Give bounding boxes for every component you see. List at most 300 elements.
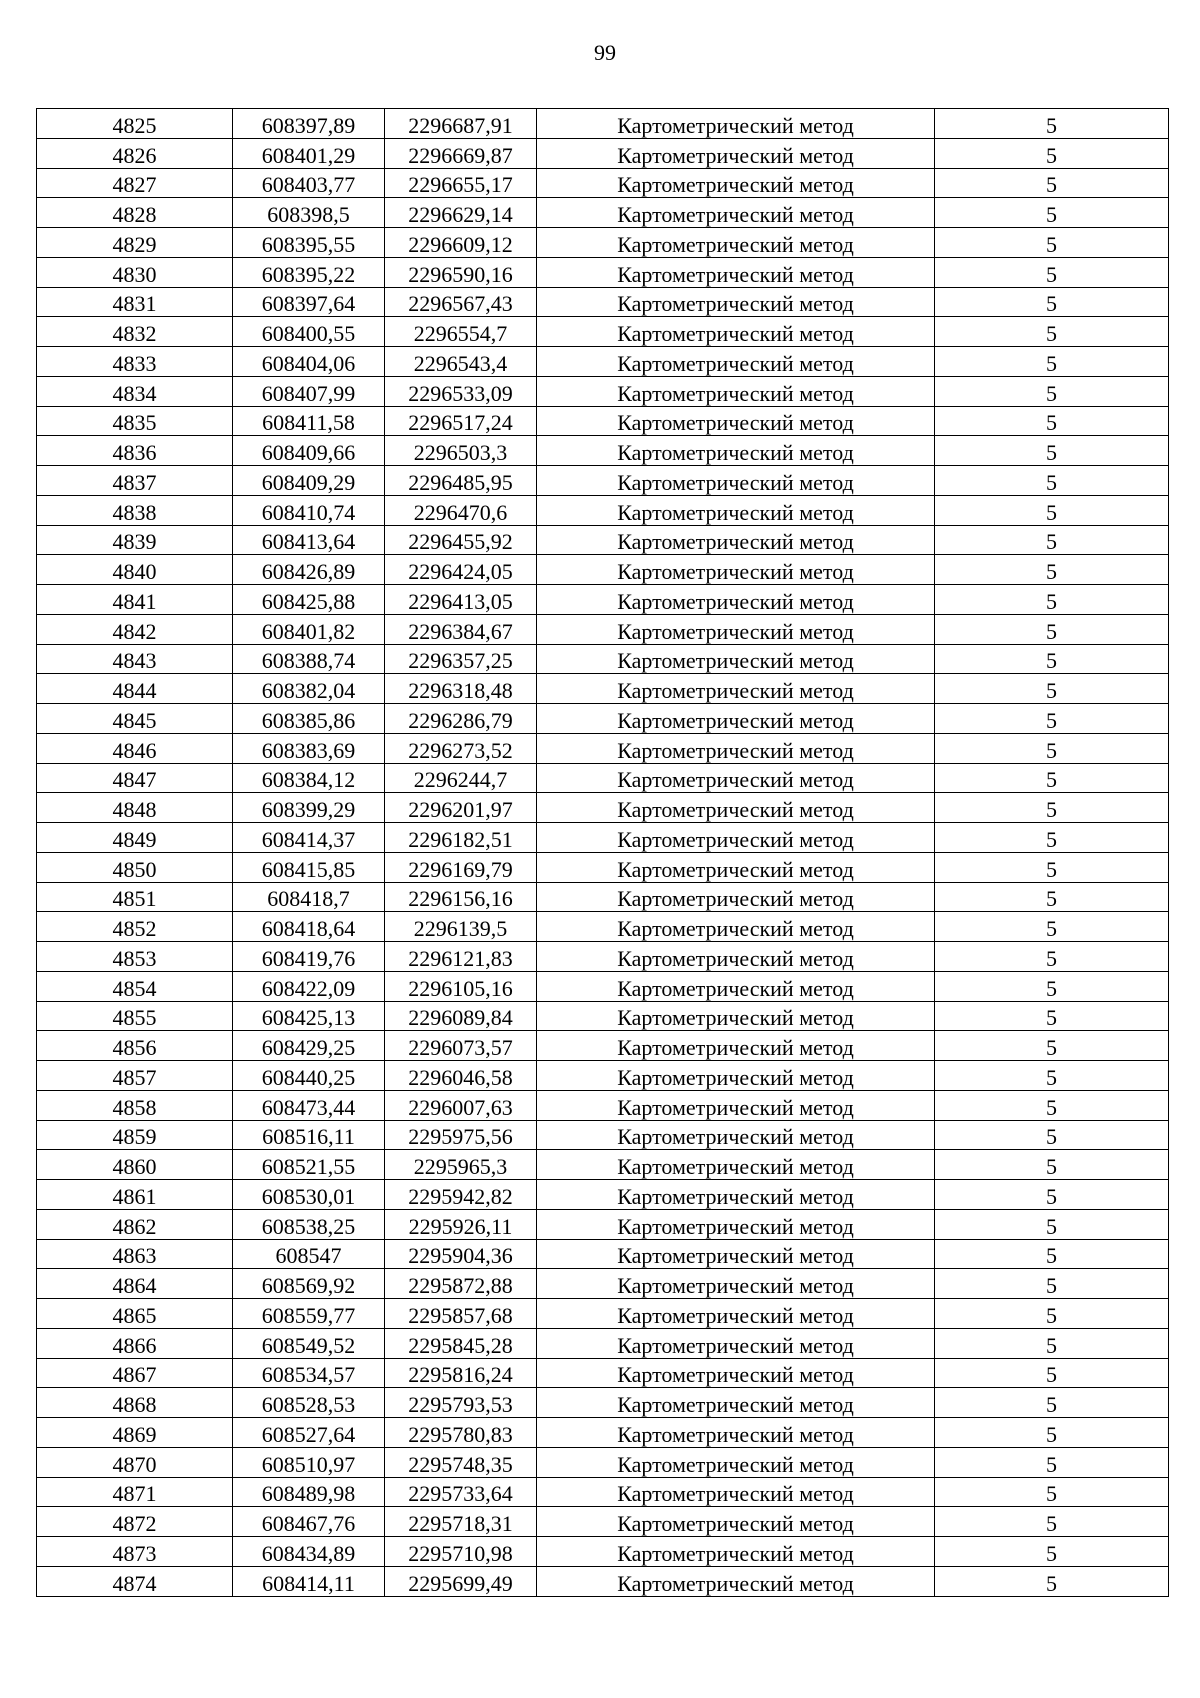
- method-cell: Картометрический метод: [537, 852, 935, 882]
- y-coordinate-cell: 2296655,17: [385, 168, 537, 198]
- accuracy-cell: 5: [935, 168, 1169, 198]
- table-row: [37, 138, 1169, 168]
- method-cell: Картометрический метод: [537, 1239, 935, 1269]
- method-cell: Картометрический метод: [537, 674, 935, 704]
- accuracy-cell: 5: [935, 1120, 1169, 1150]
- accuracy-cell: 5: [935, 1328, 1169, 1358]
- point-number-cell: 4849: [37, 823, 233, 853]
- y-coordinate-cell: 2295793,53: [385, 1388, 537, 1418]
- method-cell: Картометрический метод: [537, 912, 935, 942]
- x-coordinate-cell: 608521,55: [233, 1150, 385, 1180]
- accuracy-cell: 5: [935, 704, 1169, 734]
- x-coordinate-cell: 608411,58: [233, 406, 385, 436]
- accuracy-cell: 5: [935, 882, 1169, 912]
- y-coordinate-cell: 2296121,83: [385, 942, 537, 972]
- y-coordinate-cell: 2295904,36: [385, 1239, 537, 1269]
- y-coordinate-cell: 2296413,05: [385, 585, 537, 615]
- table-row: [37, 614, 1169, 644]
- x-coordinate-cell: 608385,86: [233, 704, 385, 734]
- y-coordinate-cell: 2295845,28: [385, 1328, 537, 1358]
- accuracy-cell: 5: [935, 585, 1169, 615]
- accuracy-cell: 5: [935, 1001, 1169, 1031]
- y-coordinate-cell: 2295872,88: [385, 1269, 537, 1299]
- method-cell: Картометрический метод: [537, 1566, 935, 1596]
- x-coordinate-cell: 608534,57: [233, 1358, 385, 1388]
- x-coordinate-cell: 608399,29: [233, 793, 385, 823]
- x-coordinate-cell: 608516,11: [233, 1120, 385, 1150]
- accuracy-cell: 5: [935, 495, 1169, 525]
- table-row: [37, 1418, 1169, 1448]
- x-coordinate-cell: 608538,25: [233, 1209, 385, 1239]
- y-coordinate-cell: 2295857,68: [385, 1299, 537, 1329]
- table-row: [37, 466, 1169, 496]
- y-coordinate-cell: 2296073,57: [385, 1031, 537, 1061]
- table-row: [37, 585, 1169, 615]
- y-coordinate-cell: 2296273,52: [385, 733, 537, 763]
- point-number-cell: 4873: [37, 1537, 233, 1567]
- point-number-cell: 4863: [37, 1239, 233, 1269]
- accuracy-cell: 5: [935, 1090, 1169, 1120]
- table-row: [37, 1358, 1169, 1388]
- point-number-cell: 4835: [37, 406, 233, 436]
- accuracy-cell: 5: [935, 971, 1169, 1001]
- y-coordinate-cell: 2296567,43: [385, 287, 537, 317]
- accuracy-cell: 5: [935, 347, 1169, 377]
- x-coordinate-cell: 608388,74: [233, 644, 385, 674]
- point-number-cell: 4853: [37, 942, 233, 972]
- table-row: [37, 942, 1169, 972]
- point-number-cell: 4837: [37, 466, 233, 496]
- method-cell: Картометрический метод: [537, 704, 935, 734]
- table-row: [37, 1537, 1169, 1567]
- accuracy-cell: 5: [935, 644, 1169, 674]
- accuracy-cell: 5: [935, 1537, 1169, 1567]
- point-number-cell: 4860: [37, 1150, 233, 1180]
- point-number-cell: 4829: [37, 228, 233, 258]
- x-coordinate-cell: 608419,76: [233, 942, 385, 972]
- method-cell: Картометрический метод: [537, 347, 935, 377]
- accuracy-cell: 5: [935, 1239, 1169, 1269]
- x-coordinate-cell: 608425,13: [233, 1001, 385, 1031]
- point-number-cell: 4859: [37, 1120, 233, 1150]
- point-number-cell: 4831: [37, 287, 233, 317]
- point-number-cell: 4857: [37, 1061, 233, 1091]
- table-row: [37, 168, 1169, 198]
- method-cell: Картометрический метод: [537, 138, 935, 168]
- table-row: [37, 1120, 1169, 1150]
- y-coordinate-cell: 2296156,16: [385, 882, 537, 912]
- method-cell: Картометрический метод: [537, 376, 935, 406]
- x-coordinate-cell: 608409,66: [233, 436, 385, 466]
- table-row: [37, 287, 1169, 317]
- point-number-cell: 4843: [37, 644, 233, 674]
- accuracy-cell: 5: [935, 1180, 1169, 1210]
- x-coordinate-cell: 608407,99: [233, 376, 385, 406]
- y-coordinate-cell: 2296357,25: [385, 644, 537, 674]
- coordinates-table: [36, 108, 1169, 1597]
- method-cell: Картометрический метод: [537, 466, 935, 496]
- table-row: [37, 1209, 1169, 1239]
- y-coordinate-cell: 2296455,92: [385, 525, 537, 555]
- table-row: [37, 1269, 1169, 1299]
- accuracy-cell: 5: [935, 466, 1169, 496]
- method-cell: Картометрический метод: [537, 1031, 935, 1061]
- point-number-cell: 4840: [37, 555, 233, 585]
- table-row: [37, 733, 1169, 763]
- y-coordinate-cell: 2296286,79: [385, 704, 537, 734]
- method-cell: Картометрический метод: [537, 644, 935, 674]
- y-coordinate-cell: 2296139,5: [385, 912, 537, 942]
- table-row: [37, 198, 1169, 228]
- point-number-cell: 4848: [37, 793, 233, 823]
- table-row: [37, 763, 1169, 793]
- method-cell: Картометрический метод: [537, 1477, 935, 1507]
- point-number-cell: 4842: [37, 614, 233, 644]
- table-row: [37, 1090, 1169, 1120]
- accuracy-cell: 5: [935, 763, 1169, 793]
- method-cell: Картометрический метод: [537, 228, 935, 258]
- accuracy-cell: 5: [935, 257, 1169, 287]
- x-coordinate-cell: 608530,01: [233, 1180, 385, 1210]
- point-number-cell: 4836: [37, 436, 233, 466]
- y-coordinate-cell: 2296046,58: [385, 1061, 537, 1091]
- y-coordinate-cell: 2295710,98: [385, 1537, 537, 1567]
- method-cell: Картометрический метод: [537, 1061, 935, 1091]
- x-coordinate-cell: 608429,25: [233, 1031, 385, 1061]
- x-coordinate-cell: 608440,25: [233, 1061, 385, 1091]
- table-row: [37, 823, 1169, 853]
- method-cell: Картометрический метод: [537, 109, 935, 139]
- accuracy-cell: 5: [935, 525, 1169, 555]
- table-row: [37, 436, 1169, 466]
- y-coordinate-cell: 2295975,56: [385, 1120, 537, 1150]
- x-coordinate-cell: 608467,76: [233, 1507, 385, 1537]
- method-cell: Картометрический метод: [537, 168, 935, 198]
- y-coordinate-cell: 2296105,16: [385, 971, 537, 1001]
- method-cell: Картометрический метод: [537, 1299, 935, 1329]
- accuracy-cell: 5: [935, 317, 1169, 347]
- method-cell: Картометрический метод: [537, 1001, 935, 1031]
- accuracy-cell: 5: [935, 823, 1169, 853]
- x-coordinate-cell: 608422,09: [233, 971, 385, 1001]
- x-coordinate-cell: 608414,37: [233, 823, 385, 853]
- method-cell: Картометрический метод: [537, 1150, 935, 1180]
- method-cell: Картометрический метод: [537, 614, 935, 644]
- y-coordinate-cell: 2296533,09: [385, 376, 537, 406]
- y-coordinate-cell: 2295816,24: [385, 1358, 537, 1388]
- point-number-cell: 4828: [37, 198, 233, 228]
- point-number-cell: 4845: [37, 704, 233, 734]
- point-number-cell: 4852: [37, 912, 233, 942]
- point-number-cell: 4872: [37, 1507, 233, 1537]
- method-cell: Картометрический метод: [537, 733, 935, 763]
- point-number-cell: 4869: [37, 1418, 233, 1448]
- point-number-cell: 4838: [37, 495, 233, 525]
- accuracy-cell: 5: [935, 1507, 1169, 1537]
- table-row: [37, 347, 1169, 377]
- accuracy-cell: 5: [935, 406, 1169, 436]
- accuracy-cell: 5: [935, 614, 1169, 644]
- point-number-cell: 4864: [37, 1269, 233, 1299]
- accuracy-cell: 5: [935, 436, 1169, 466]
- y-coordinate-cell: 2296470,6: [385, 495, 537, 525]
- point-number-cell: 4851: [37, 882, 233, 912]
- table-row: [37, 1150, 1169, 1180]
- y-coordinate-cell: 2295718,31: [385, 1507, 537, 1537]
- accuracy-cell: 5: [935, 1209, 1169, 1239]
- table-body: [37, 109, 1169, 1597]
- table-row: [37, 257, 1169, 287]
- method-cell: Картометрический метод: [537, 585, 935, 615]
- x-coordinate-cell: 608413,64: [233, 525, 385, 555]
- accuracy-cell: 5: [935, 1566, 1169, 1596]
- x-coordinate-cell: 608403,77: [233, 168, 385, 198]
- accuracy-cell: 5: [935, 1358, 1169, 1388]
- accuracy-cell: 5: [935, 852, 1169, 882]
- table-row: [37, 1566, 1169, 1596]
- point-number-cell: 4834: [37, 376, 233, 406]
- point-number-cell: 4867: [37, 1358, 233, 1388]
- accuracy-cell: 5: [935, 228, 1169, 258]
- x-coordinate-cell: 608414,11: [233, 1566, 385, 1596]
- y-coordinate-cell: 2296007,63: [385, 1090, 537, 1120]
- point-number-cell: 4862: [37, 1209, 233, 1239]
- accuracy-cell: 5: [935, 1388, 1169, 1418]
- table-row: [37, 644, 1169, 674]
- point-number-cell: 4832: [37, 317, 233, 347]
- method-cell: Картометрический метод: [537, 1269, 935, 1299]
- x-coordinate-cell: 608569,92: [233, 1269, 385, 1299]
- table-row: [37, 1031, 1169, 1061]
- point-number-cell: 4825: [37, 109, 233, 139]
- y-coordinate-cell: 2296590,16: [385, 257, 537, 287]
- y-coordinate-cell: 2296669,87: [385, 138, 537, 168]
- table-row: [37, 109, 1169, 139]
- table-row: [37, 793, 1169, 823]
- table-row: [37, 1507, 1169, 1537]
- method-cell: Картометрический метод: [537, 1537, 935, 1567]
- method-cell: Картометрический метод: [537, 1120, 935, 1150]
- method-cell: Картометрический метод: [537, 495, 935, 525]
- accuracy-cell: 5: [935, 1447, 1169, 1477]
- y-coordinate-cell: 2296629,14: [385, 198, 537, 228]
- point-number-cell: 4844: [37, 674, 233, 704]
- accuracy-cell: 5: [935, 674, 1169, 704]
- y-coordinate-cell: 2296169,79: [385, 852, 537, 882]
- method-cell: Картометрический метод: [537, 1209, 935, 1239]
- accuracy-cell: 5: [935, 1150, 1169, 1180]
- x-coordinate-cell: 608489,98: [233, 1477, 385, 1507]
- point-number-cell: 4839: [37, 525, 233, 555]
- x-coordinate-cell: 608397,64: [233, 287, 385, 317]
- accuracy-cell: 5: [935, 287, 1169, 317]
- table-row: [37, 882, 1169, 912]
- point-number-cell: 4865: [37, 1299, 233, 1329]
- y-coordinate-cell: 2295748,35: [385, 1447, 537, 1477]
- y-coordinate-cell: 2296089,84: [385, 1001, 537, 1031]
- point-number-cell: 4871: [37, 1477, 233, 1507]
- table-row: [37, 1477, 1169, 1507]
- point-number-cell: 4861: [37, 1180, 233, 1210]
- table-row: [37, 1001, 1169, 1031]
- x-coordinate-cell: 608415,85: [233, 852, 385, 882]
- accuracy-cell: 5: [935, 376, 1169, 406]
- table-row: [37, 1328, 1169, 1358]
- accuracy-cell: 5: [935, 1061, 1169, 1091]
- table-row: [37, 1447, 1169, 1477]
- method-cell: Картометрический метод: [537, 525, 935, 555]
- point-number-cell: 4866: [37, 1328, 233, 1358]
- method-cell: Картометрический метод: [537, 1447, 935, 1477]
- x-coordinate-cell: 608398,5: [233, 198, 385, 228]
- table-row: [37, 555, 1169, 585]
- accuracy-cell: 5: [935, 555, 1169, 585]
- x-coordinate-cell: 608400,55: [233, 317, 385, 347]
- accuracy-cell: 5: [935, 1269, 1169, 1299]
- table-row: [37, 912, 1169, 942]
- table-row: [37, 971, 1169, 1001]
- x-coordinate-cell: 608382,04: [233, 674, 385, 704]
- table-row: [37, 674, 1169, 704]
- method-cell: Картометрический метод: [537, 882, 935, 912]
- point-number-cell: 4847: [37, 763, 233, 793]
- table-row: [37, 495, 1169, 525]
- accuracy-cell: 5: [935, 1031, 1169, 1061]
- y-coordinate-cell: 2296182,51: [385, 823, 537, 853]
- accuracy-cell: 5: [935, 942, 1169, 972]
- accuracy-cell: 5: [935, 733, 1169, 763]
- x-coordinate-cell: 608510,97: [233, 1447, 385, 1477]
- x-coordinate-cell: 608418,7: [233, 882, 385, 912]
- table-row: [37, 228, 1169, 258]
- method-cell: Картометрический метод: [537, 1090, 935, 1120]
- method-cell: Картометрический метод: [537, 823, 935, 853]
- method-cell: Картометрический метод: [537, 555, 935, 585]
- method-cell: Картометрический метод: [537, 1358, 935, 1388]
- method-cell: Картометрический метод: [537, 317, 935, 347]
- method-cell: Картометрический метод: [537, 406, 935, 436]
- point-number-cell: 4830: [37, 257, 233, 287]
- point-number-cell: 4846: [37, 733, 233, 763]
- y-coordinate-cell: 2296318,48: [385, 674, 537, 704]
- point-number-cell: 4854: [37, 971, 233, 1001]
- page-number: 99: [594, 40, 616, 65]
- table-row: [37, 406, 1169, 436]
- point-number-cell: 4874: [37, 1566, 233, 1596]
- y-coordinate-cell: 2295942,82: [385, 1180, 537, 1210]
- table-row: [37, 852, 1169, 882]
- point-number-cell: 4870: [37, 1447, 233, 1477]
- y-coordinate-cell: 2296485,95: [385, 466, 537, 496]
- method-cell: Картометрический метод: [537, 436, 935, 466]
- point-number-cell: 4855: [37, 1001, 233, 1031]
- accuracy-cell: 5: [935, 912, 1169, 942]
- method-cell: Картометрический метод: [537, 971, 935, 1001]
- x-coordinate-cell: 608559,77: [233, 1299, 385, 1329]
- table-row: [37, 525, 1169, 555]
- y-coordinate-cell: 2296503,3: [385, 436, 537, 466]
- y-coordinate-cell: 2295780,83: [385, 1418, 537, 1448]
- accuracy-cell: 5: [935, 1418, 1169, 1448]
- x-coordinate-cell: 608473,44: [233, 1090, 385, 1120]
- method-cell: Картометрический метод: [537, 1507, 935, 1537]
- point-number-cell: 4826: [37, 138, 233, 168]
- x-coordinate-cell: 608397,89: [233, 109, 385, 139]
- x-coordinate-cell: 608401,82: [233, 614, 385, 644]
- x-coordinate-cell: 608528,53: [233, 1388, 385, 1418]
- table-row: [37, 317, 1169, 347]
- table-row: [37, 1180, 1169, 1210]
- x-coordinate-cell: 608395,55: [233, 228, 385, 258]
- x-coordinate-cell: 608426,89: [233, 555, 385, 585]
- accuracy-cell: 5: [935, 138, 1169, 168]
- accuracy-cell: 5: [935, 1477, 1169, 1507]
- method-cell: Картометрический метод: [537, 287, 935, 317]
- table-row: [37, 1299, 1169, 1329]
- method-cell: Картометрический метод: [537, 793, 935, 823]
- y-coordinate-cell: 2296384,67: [385, 614, 537, 644]
- x-coordinate-cell: 608409,29: [233, 466, 385, 496]
- method-cell: Картометрический метод: [537, 763, 935, 793]
- accuracy-cell: 5: [935, 793, 1169, 823]
- method-cell: Картометрический метод: [537, 1180, 935, 1210]
- x-coordinate-cell: 608404,06: [233, 347, 385, 377]
- point-number-cell: 4833: [37, 347, 233, 377]
- point-number-cell: 4858: [37, 1090, 233, 1120]
- point-number-cell: 4827: [37, 168, 233, 198]
- y-coordinate-cell: 2296201,97: [385, 793, 537, 823]
- method-cell: Картометрический метод: [537, 257, 935, 287]
- table-row: [37, 1239, 1169, 1269]
- method-cell: Картометрический метод: [537, 942, 935, 972]
- x-coordinate-cell: 608395,22: [233, 257, 385, 287]
- method-cell: Картометрический метод: [537, 1328, 935, 1358]
- accuracy-cell: 5: [935, 1299, 1169, 1329]
- table-row: [37, 1388, 1169, 1418]
- x-coordinate-cell: 608527,64: [233, 1418, 385, 1448]
- x-coordinate-cell: 608410,74: [233, 495, 385, 525]
- y-coordinate-cell: 2296517,24: [385, 406, 537, 436]
- accuracy-cell: 5: [935, 198, 1169, 228]
- table-row: [37, 376, 1169, 406]
- x-coordinate-cell: 608383,69: [233, 733, 385, 763]
- x-coordinate-cell: 608384,12: [233, 763, 385, 793]
- point-number-cell: 4841: [37, 585, 233, 615]
- x-coordinate-cell: 608418,64: [233, 912, 385, 942]
- y-coordinate-cell: 2296687,91: [385, 109, 537, 139]
- x-coordinate-cell: 608425,88: [233, 585, 385, 615]
- point-number-cell: 4856: [37, 1031, 233, 1061]
- y-coordinate-cell: 2296424,05: [385, 555, 537, 585]
- y-coordinate-cell: 2295699,49: [385, 1566, 537, 1596]
- y-coordinate-cell: 2296609,12: [385, 228, 537, 258]
- y-coordinate-cell: 2295733,64: [385, 1477, 537, 1507]
- point-number-cell: 4850: [37, 852, 233, 882]
- y-coordinate-cell: 2296554,7: [385, 317, 537, 347]
- table-row: [37, 1061, 1169, 1091]
- y-coordinate-cell: 2295926,11: [385, 1209, 537, 1239]
- point-number-cell: 4868: [37, 1388, 233, 1418]
- method-cell: Картометрический метод: [537, 1388, 935, 1418]
- x-coordinate-cell: 608401,29: [233, 138, 385, 168]
- method-cell: Картометрический метод: [537, 1418, 935, 1448]
- method-cell: Картометрический метод: [537, 198, 935, 228]
- x-coordinate-cell: 608547: [233, 1239, 385, 1269]
- y-coordinate-cell: 2295965,3: [385, 1150, 537, 1180]
- x-coordinate-cell: 608434,89: [233, 1537, 385, 1567]
- x-coordinate-cell: 608549,52: [233, 1328, 385, 1358]
- table-row: [37, 704, 1169, 734]
